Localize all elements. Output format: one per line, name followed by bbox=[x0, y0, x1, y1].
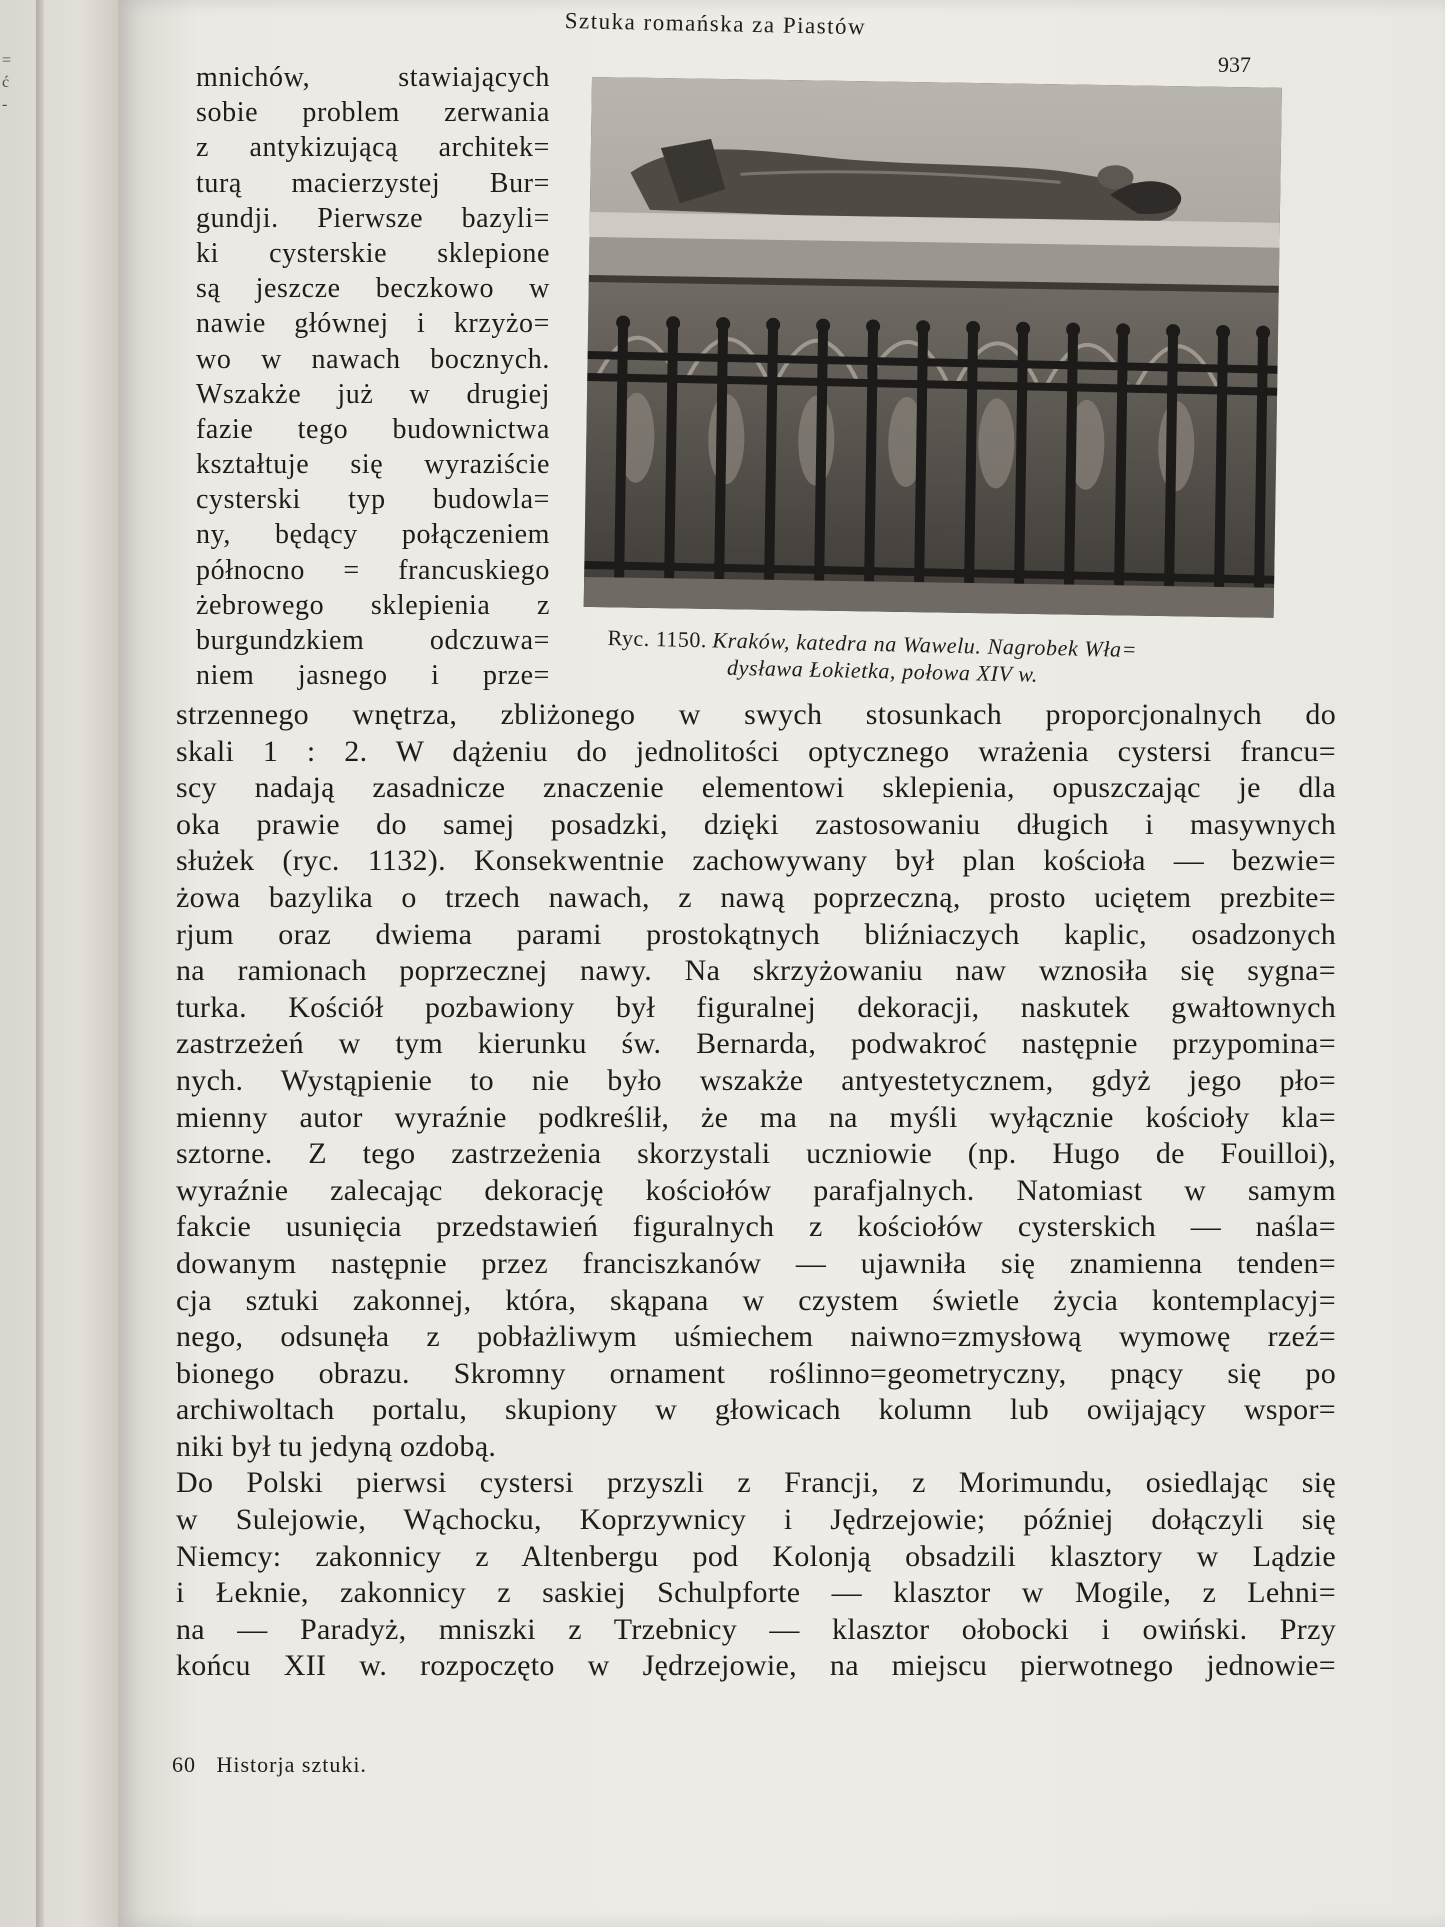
text-line: skali 1 : 2. W dążeniu do jednolitości optycznego wrażenia cystersi francu= bbox=[176, 734, 1336, 768]
margin-mark: ć bbox=[2, 74, 10, 91]
text-line: służek (ryc. 1132). Konsekwentnie zachowywany był plan kościoła — bezwie= bbox=[176, 844, 1336, 878]
margin-mark: = bbox=[2, 52, 12, 69]
text-line: turą macierzystej Bur= bbox=[196, 167, 550, 199]
tomb-photograph bbox=[584, 77, 1282, 618]
text-line: z antykizującą architek= bbox=[196, 132, 550, 164]
text-line: Niemcy: zakonnicy z Altenbergu pod Kolonją obsadzili klasztory w Lądzie bbox=[176, 1539, 1336, 1573]
text-line: sobie problem zerwania bbox=[196, 97, 550, 129]
text-line: niki był tu jedyną ozdobą. bbox=[176, 1429, 497, 1463]
caption-label: Ryc. 1150. bbox=[607, 624, 708, 653]
text-line: fakcie usunięcia przedstawień figuralnych z kościołów cysterskich — naśla= bbox=[176, 1210, 1336, 1244]
text-line: mnichów, stawiających bbox=[196, 62, 550, 93]
text-line: niem jasnego i prze= bbox=[196, 660, 550, 692]
text-line: Do Polski pierwsi cystersi przyszli z Francji, z Morimundu, osiedlając się bbox=[176, 1466, 1336, 1500]
text-line: mienny autor wyraźnie podkreślił, że ma na myśli wyłącznie kościoły kla= bbox=[176, 1100, 1336, 1134]
text-line: sztorne. Z tego zastrzeżenia skorzystali uczniowie (np. Hugo de Fouilloi), bbox=[176, 1137, 1336, 1171]
text-line: rjum oraz dwiema parami prostokątnych bliźniaczych kaplic, osadzonych bbox=[176, 917, 1336, 951]
narrow-text-column bbox=[196, 60, 550, 693]
facing-page-edge bbox=[0, 0, 118, 1927]
text-line: oka prawie do samej posadzki, dzięki zastosowaniu długich i masywnych bbox=[176, 807, 1336, 841]
text-line: i Łeknie, zakonnicy z saskiej Schulpforte — klasztor w Mogile, z Lehni= bbox=[176, 1576, 1336, 1610]
text-line: nawie głównej i krzyżo= bbox=[196, 308, 550, 340]
page-number: 937 bbox=[1218, 52, 1251, 77]
page-fold-shadow bbox=[36, 0, 44, 1927]
caption-line-2: dysława Łokietka, połowa XIV w. bbox=[726, 654, 1039, 687]
figure-tomb-photo bbox=[584, 77, 1282, 618]
caption-line-1: Kraków, katedra na Wawelu. Nagrobek Wła= bbox=[712, 627, 1138, 663]
main-text-column bbox=[176, 697, 1336, 1685]
text-line: turka. Kościół pozbawiony był figuralnej dekoracji, naskutek gwałtownych bbox=[176, 990, 1336, 1024]
text-line: burgundzkiem odczuwa= bbox=[196, 625, 550, 656]
text-line: archiwoltach portalu, skupiony w głowicach kolumn lub owijający wspor= bbox=[176, 1393, 1336, 1427]
text-line: dowanym następnie przez franciszkanów — ujawniła się znamienna tenden= bbox=[176, 1246, 1336, 1280]
text-line: Wszakże już w drugiej bbox=[196, 378, 550, 410]
signature-number: 60 bbox=[172, 1752, 196, 1777]
text-line: ny, będący połączeniem bbox=[196, 519, 550, 551]
text-line: wo w nawach bocznych. bbox=[196, 343, 550, 375]
text-line: żebrowego sklepienia z bbox=[196, 589, 550, 621]
text-line: bionego obrazu. Skromny ornament roślinno=geometryczny, pnący się po bbox=[176, 1356, 1336, 1390]
text-line: wyraźnie zalecając dekorację kościołów parafjalnych. Natomiast w samym bbox=[176, 1173, 1336, 1207]
text-line: nych. Wystąpienie to nie było wszakże antyestetycznem, gdyż jego pło= bbox=[176, 1063, 1336, 1097]
tomb-illustration bbox=[584, 77, 1282, 618]
text-line: cja sztuki zakonnej, która, skąpana w czystem świetle życia kontemplacyj= bbox=[176, 1283, 1336, 1317]
text-line: nego, odsunęła z pobłażliwym uśmiechem naiwno=zmysłową wymowę rzeź= bbox=[176, 1320, 1336, 1354]
signature-title: Historja sztuki. bbox=[216, 1752, 367, 1777]
text-line: fazie tego budownictwa bbox=[196, 413, 550, 445]
text-line: cysterski typ budowla= bbox=[196, 484, 550, 516]
text-line: w Sulejowie, Wąchocku, Koprzywnicy i Jędrzejowie; później dołączyli się bbox=[176, 1503, 1336, 1537]
text-line: strzennego wnętrza, zbliżonego w swych stosunkach proporcjonalnych do bbox=[176, 698, 1336, 731]
text-line: na — Paradyż, mniszki z Trzebnicy — klasztor ołobocki i owiński. Przy bbox=[176, 1612, 1336, 1646]
margin-mark: - bbox=[2, 96, 8, 113]
text-line: północno = francuskiego bbox=[196, 554, 550, 586]
text-line: końcu XII w. rozpoczęto w Jędrzejowie, na miejscu pierwotnego jednowie= bbox=[176, 1649, 1336, 1683]
text-line: są jeszcze beczkowo w bbox=[196, 273, 550, 305]
running-head: Sztuka romańska za Piastów bbox=[564, 8, 867, 40]
text-line: scy nadają zasadnicze znaczenie elementowi sklepienia, opuszczając je dla bbox=[176, 771, 1336, 805]
footer-signature bbox=[172, 1752, 367, 1778]
text-line: żowa bazylika o trzech nawach, z nawą poprzeczną, prosto uciętem prezbite= bbox=[176, 880, 1336, 914]
text-line: kształtuje się wyraziście bbox=[196, 449, 550, 481]
text-line: ki cysterskie sklepione bbox=[196, 237, 550, 269]
text-line: zastrzeżeń w tym kierunku św. Bernarda, podwakroć następnie przypomina= bbox=[176, 1027, 1336, 1061]
text-line: gundji. Pierwsze bazyli= bbox=[196, 202, 550, 234]
left-margin-marks bbox=[2, 50, 11, 116]
text-line: na ramionach poprzecznej nawy. Na skrzyżowaniu naw wznosiła się sygna= bbox=[176, 954, 1336, 988]
